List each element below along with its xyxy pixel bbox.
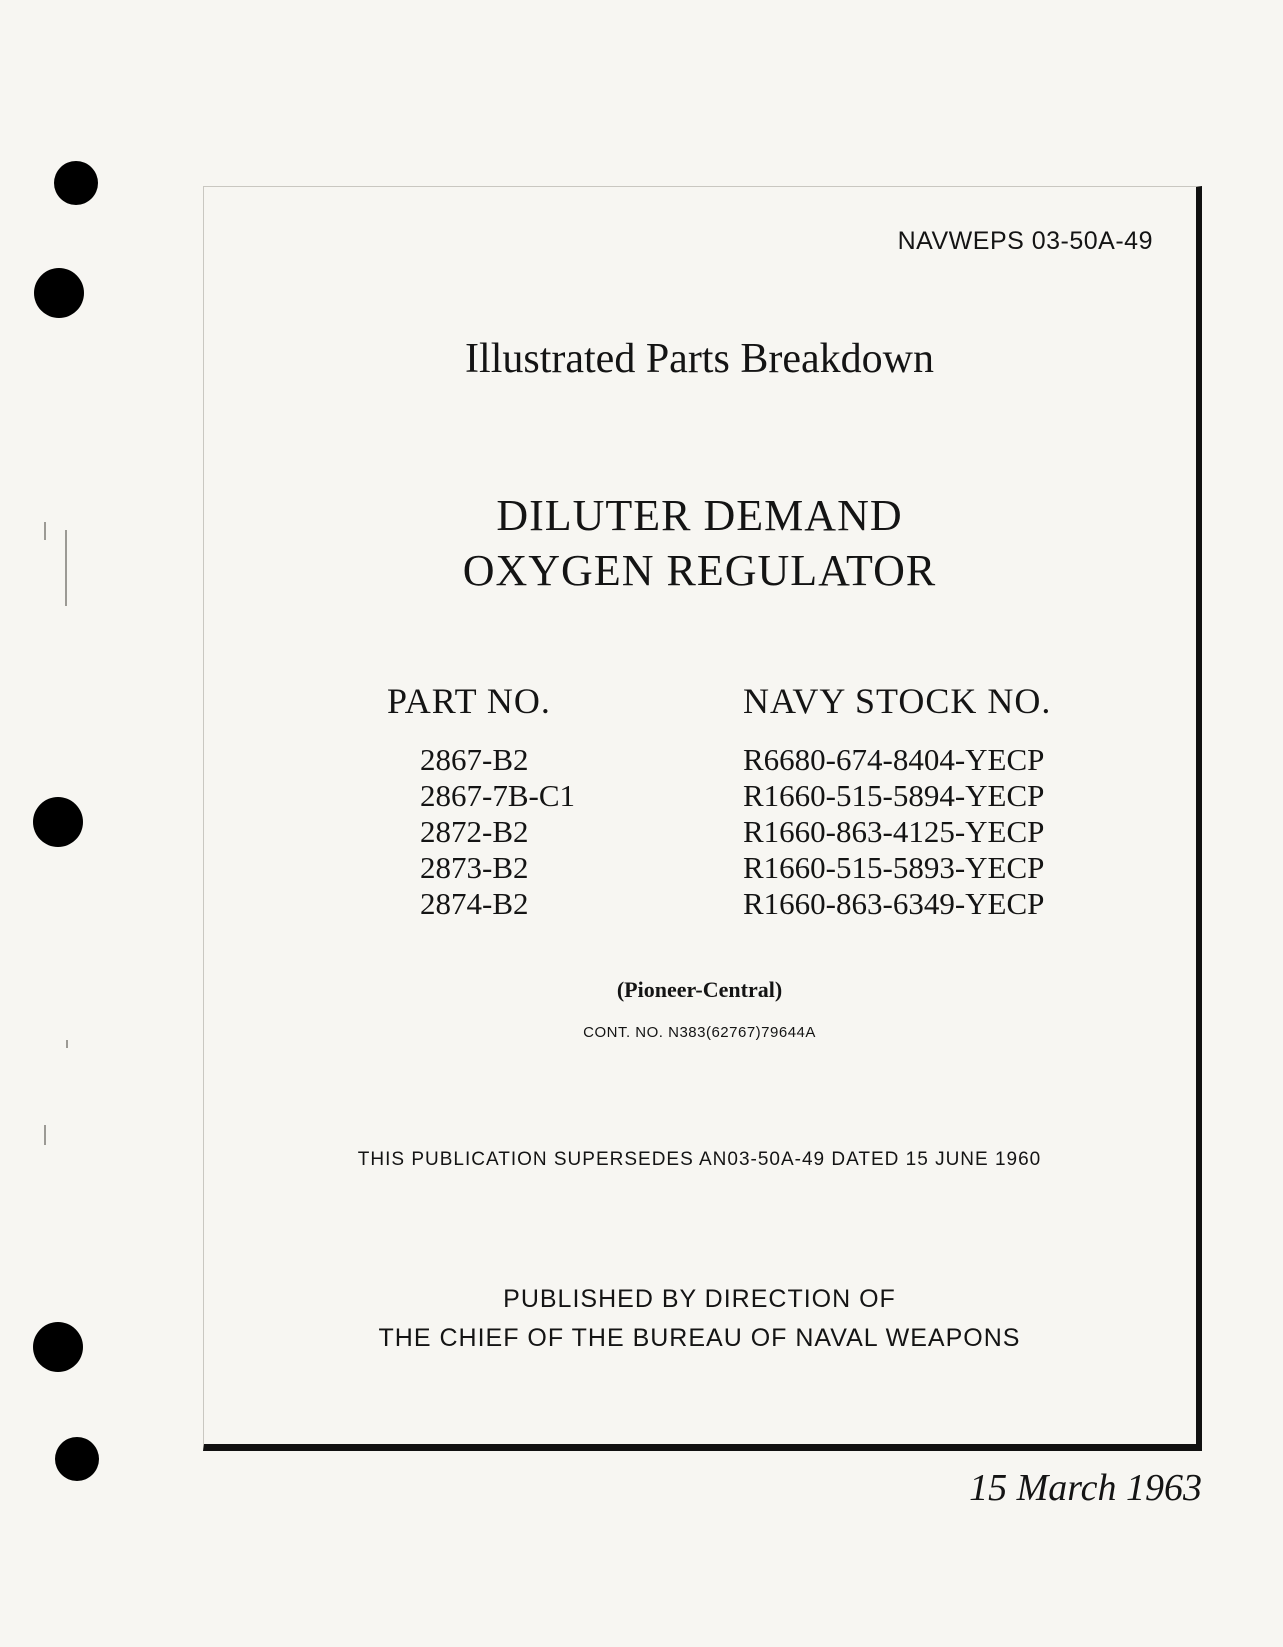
part-no-column [420,742,575,922]
scan-mark [65,530,67,606]
stock-no-cell: R1660-515-5893-YECP [743,850,1045,885]
issue-date: 15 March 1963 [969,1467,1202,1509]
stock-no-cell: R1660-863-6349-YECP [743,886,1045,921]
stock-no-header: NAVY STOCK NO. [743,681,1052,721]
binder-hole-3 [33,797,83,847]
published-by [203,1280,1196,1358]
part-no-header: PART NO. [387,681,551,721]
manufacturer: (Pioneer-Central) [616,977,783,1002]
document-subject [203,488,1196,598]
published-by-line-2: THE CHIEF OF THE BUREAU OF NAVAL WEAPONS [378,1324,1021,1352]
supersedes-notice: THIS PUBLICATION SUPERSEDES AN03-50A-49 DATED 15 JUNE 1960 [357,1149,1042,1170]
published-by-line-1: PUBLISHED BY DIRECTION OF [503,1285,896,1313]
part-no-cell: 2872-B2 [420,814,529,849]
part-no-cell: 2874-B2 [420,886,529,921]
subject-line-1: DILUTER DEMAND [496,491,903,540]
binder-hole-5 [55,1437,99,1481]
binder-hole-1 [54,161,98,205]
document-title: Illustrated Parts Breakdown [465,336,934,382]
scan-mark [44,1125,46,1145]
stock-no-cell: R1660-863-4125-YECP [743,814,1045,849]
binder-hole-2 [34,268,84,318]
document-number: NAVWEPS 03-50A-49 [897,227,1153,255]
stock-no-cell: R1660-515-5894-YECP [743,778,1045,813]
subject-line-2: OXYGEN REGULATOR [462,546,937,595]
part-no-cell: 2867-B2 [420,742,529,777]
part-no-cell: 2867-7B-C1 [420,778,575,813]
scan-mark [44,522,46,540]
scan-mark [66,1040,68,1048]
binder-hole-4 [33,1322,83,1372]
contract-number: CONT. NO. N383(62767)79644A [583,1024,816,1041]
stock-no-column [743,742,1044,922]
part-no-cell: 2873-B2 [420,850,529,885]
stock-no-cell: R6680-674-8404-YECP [743,742,1045,777]
